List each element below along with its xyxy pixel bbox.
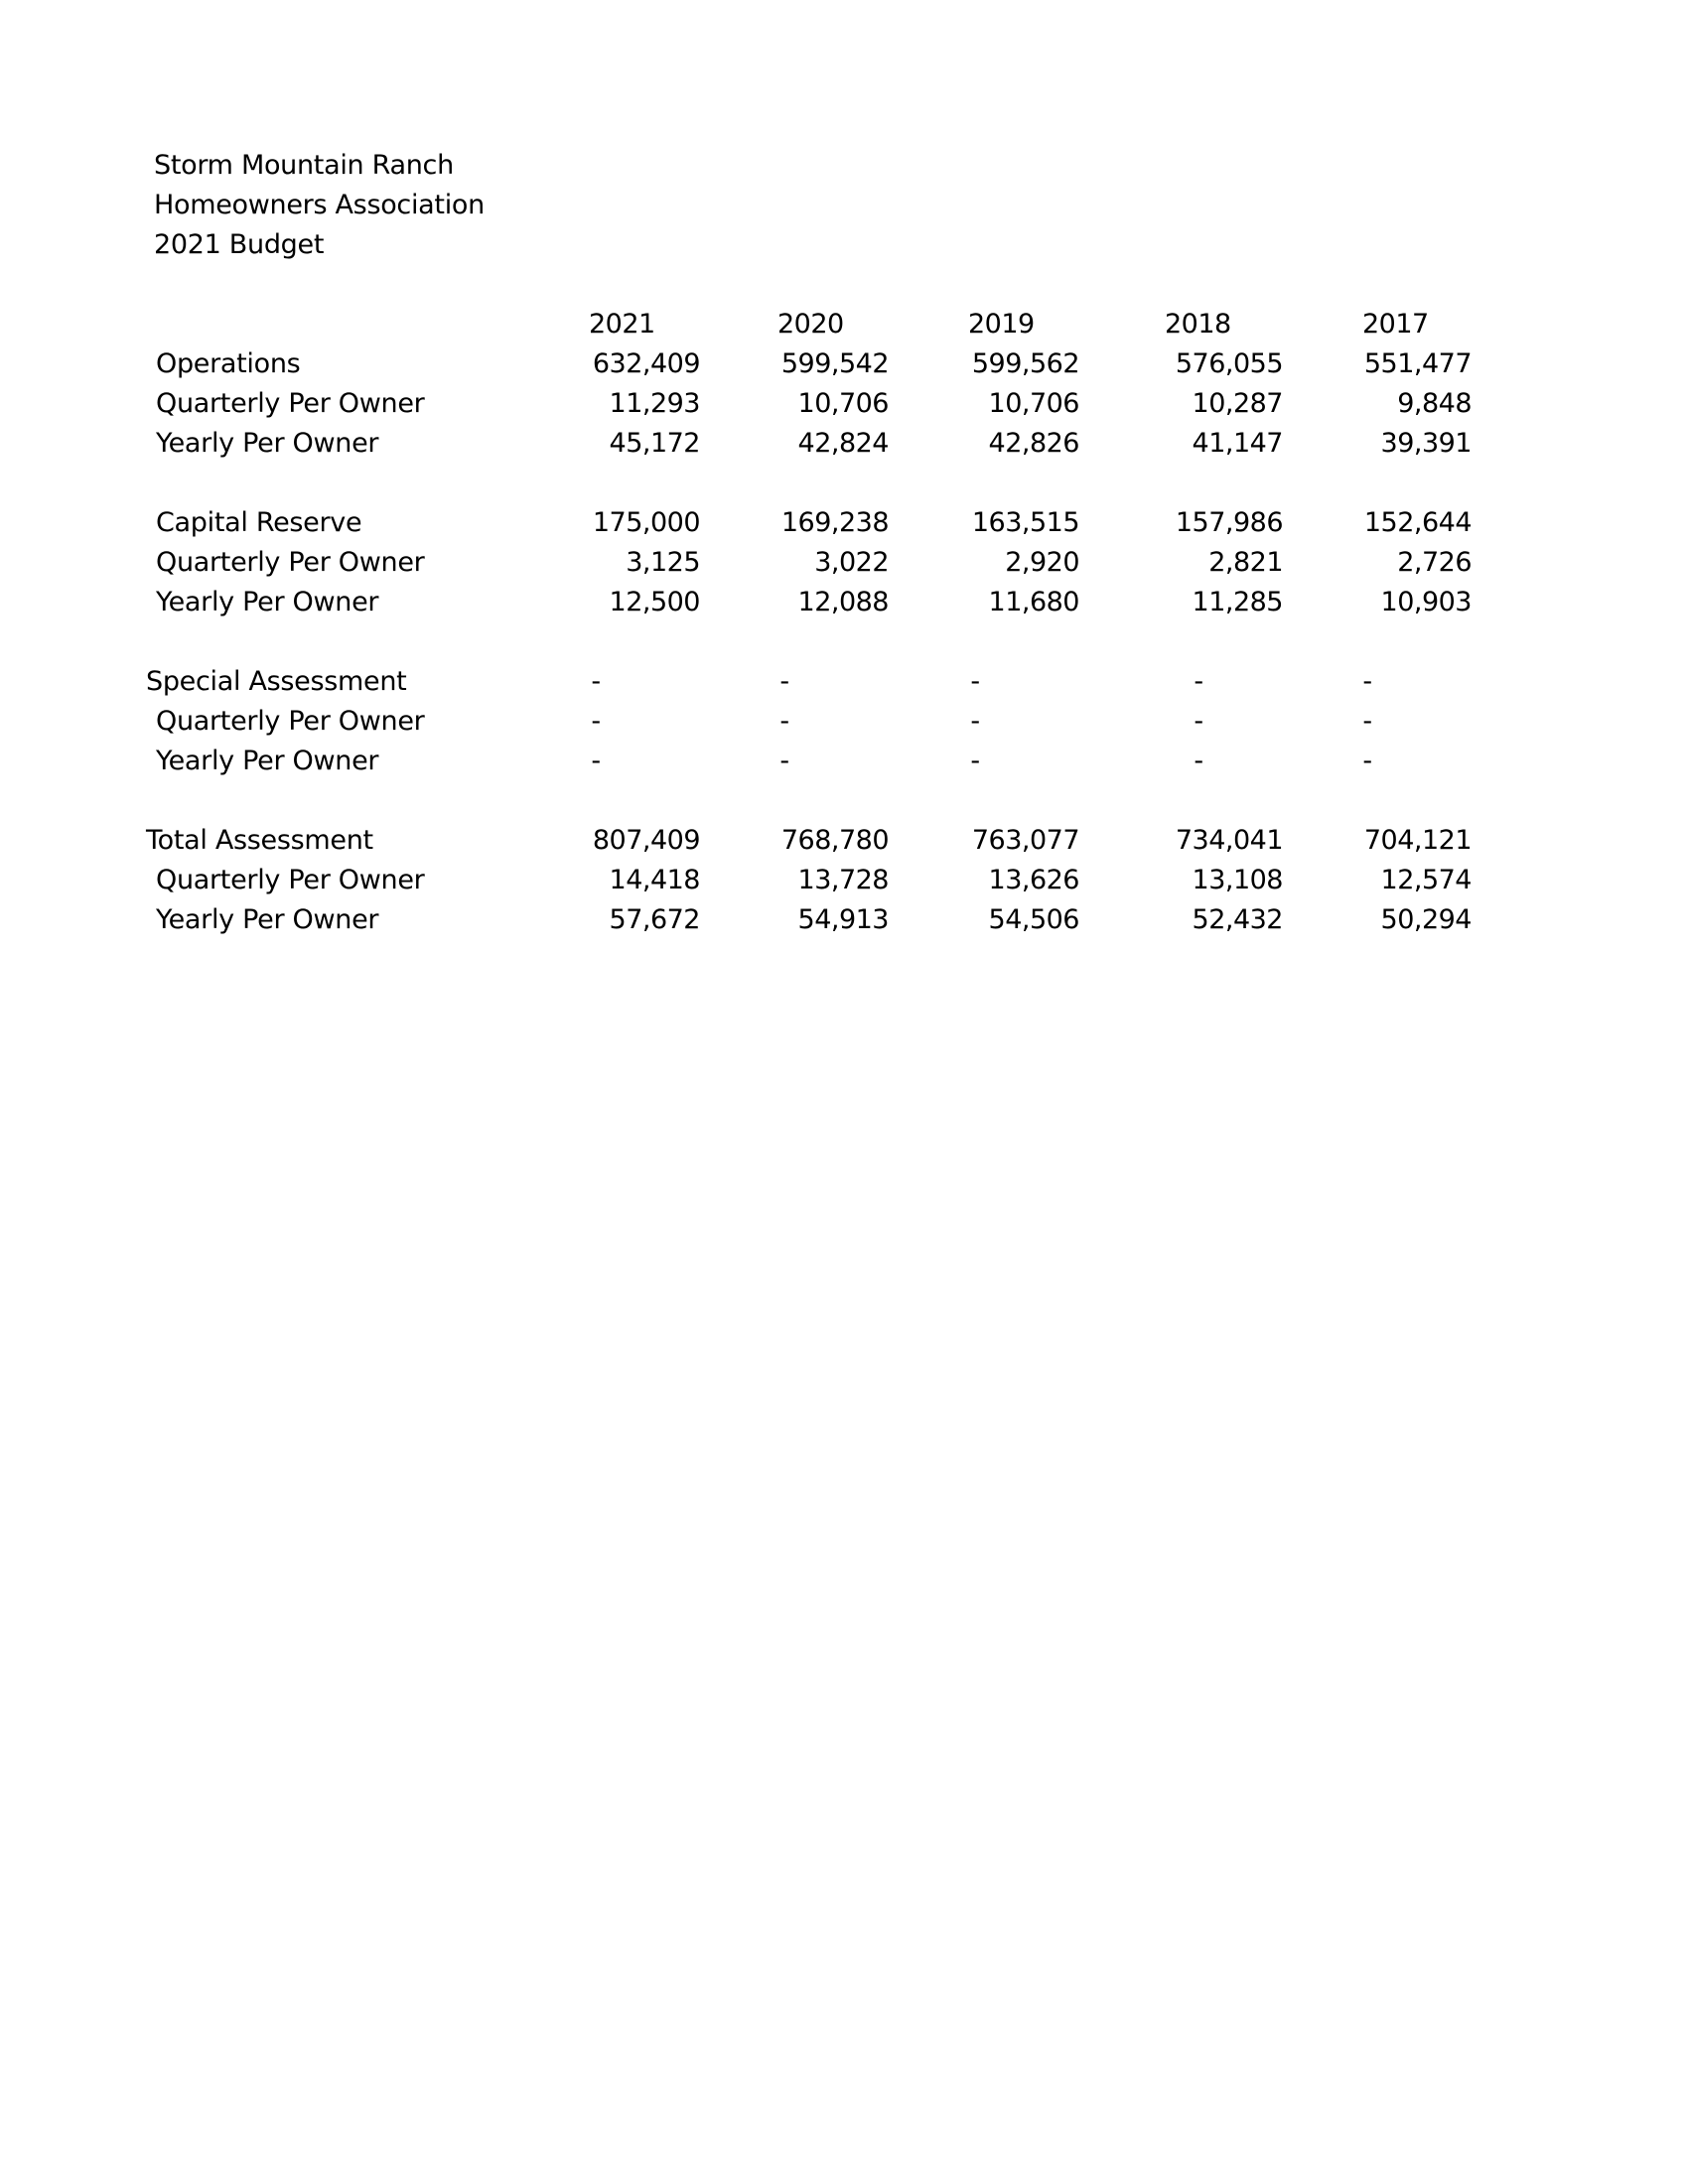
cell-value: 807,409 (592, 825, 700, 856)
cell-value: 157,986 (1175, 507, 1283, 538)
cell-value: 42,826 (988, 428, 1079, 459)
row-label: Operations (156, 348, 301, 379)
year-header: 2020 (777, 309, 844, 340)
cell-value: 57,672 (609, 904, 700, 935)
year-header: 2021 (589, 309, 655, 340)
cell-value: 41,147 (1192, 428, 1283, 459)
row-label: Yearly Per Owner (156, 428, 379, 459)
cell-value: 10,706 (988, 388, 1079, 419)
cell-value: 12,574 (1380, 865, 1472, 895)
cell-value: 11,285 (1192, 587, 1283, 617)
cell-value: - (1194, 706, 1203, 737)
cell-value: 50,294 (1380, 904, 1472, 935)
cell-value: 734,041 (1175, 825, 1283, 856)
cell-value: 3,125 (626, 547, 700, 578)
row-label: Quarterly Per Owner (156, 388, 425, 419)
cell-value: - (970, 746, 980, 776)
organization-name: Storm Mountain Ranch (154, 150, 454, 181)
cell-value: 599,562 (971, 348, 1079, 379)
cell-value: - (1194, 666, 1203, 697)
cell-value: 2,821 (1208, 547, 1283, 578)
row-label: Yearly Per Owner (156, 904, 379, 935)
row-label: Quarterly Per Owner (156, 547, 425, 578)
row-label: Total Assessment (146, 825, 373, 856)
cell-value: 14,418 (609, 865, 700, 895)
document-title: 2021 Budget (154, 229, 325, 260)
year-header: 2018 (1165, 309, 1231, 340)
cell-value: 3,022 (814, 547, 889, 578)
cell-value: 163,515 (971, 507, 1079, 538)
cell-value: 42,824 (797, 428, 889, 459)
cell-value: 763,077 (971, 825, 1079, 856)
cell-value: - (591, 746, 601, 776)
cell-value: 13,626 (988, 865, 1079, 895)
cell-value: 2,726 (1397, 547, 1472, 578)
cell-value: - (779, 706, 789, 737)
cell-value: 54,913 (797, 904, 889, 935)
cell-value: 10,903 (1380, 587, 1472, 617)
row-label: Yearly Per Owner (156, 746, 379, 776)
cell-value: 52,432 (1192, 904, 1283, 935)
row-label: Special Assessment (146, 666, 407, 697)
row-label: Yearly Per Owner (156, 587, 379, 617)
cell-value: 768,780 (780, 825, 889, 856)
cell-value: 11,680 (988, 587, 1079, 617)
cell-value: 10,287 (1192, 388, 1283, 419)
cell-value: 10,706 (797, 388, 889, 419)
year-header: 2017 (1362, 309, 1429, 340)
cell-value: 175,000 (592, 507, 700, 538)
row-label: Quarterly Per Owner (156, 706, 425, 737)
cell-value: - (970, 706, 980, 737)
cell-value: 2,920 (1005, 547, 1079, 578)
cell-value: 551,477 (1363, 348, 1472, 379)
cell-value: - (1362, 746, 1372, 776)
cell-value: 9,848 (1397, 388, 1472, 419)
cell-value: 704,121 (1363, 825, 1472, 856)
cell-value: 12,500 (609, 587, 700, 617)
cell-value: 45,172 (609, 428, 700, 459)
cell-value: - (1362, 706, 1372, 737)
cell-value: - (591, 706, 601, 737)
cell-value: 13,108 (1192, 865, 1283, 895)
cell-value: 12,088 (797, 587, 889, 617)
cell-value: - (1194, 746, 1203, 776)
cell-value: 576,055 (1175, 348, 1283, 379)
cell-value: 632,409 (592, 348, 700, 379)
cell-value: 13,728 (797, 865, 889, 895)
cell-value: 39,391 (1380, 428, 1472, 459)
cell-value: 599,542 (780, 348, 889, 379)
cell-value: - (779, 746, 789, 776)
cell-value: 11,293 (609, 388, 700, 419)
row-label: Capital Reserve (156, 507, 362, 538)
year-header: 2019 (968, 309, 1035, 340)
cell-value: - (591, 666, 601, 697)
organization-type: Homeowners Association (154, 190, 485, 220)
row-label: Quarterly Per Owner (156, 865, 425, 895)
cell-value: - (1362, 666, 1372, 697)
cell-value: 152,644 (1363, 507, 1472, 538)
cell-value: 169,238 (780, 507, 889, 538)
cell-value: - (970, 666, 980, 697)
cell-value: - (779, 666, 789, 697)
cell-value: 54,506 (988, 904, 1079, 935)
